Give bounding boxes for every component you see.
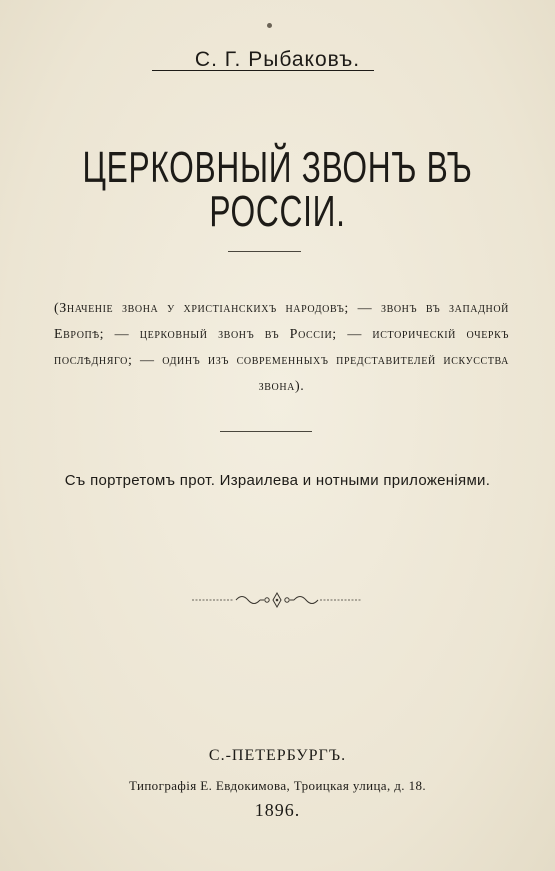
divider-top (228, 251, 301, 252)
book-subtitle: (Значеніе звона у христіанскихъ народовъ; — звонъ въ западной Европѣ; — церковный звонъ въ Россіи; — историческій очеркъ послѣдняго; — одинъ изъ современныхъ представителей искусства звона). (54, 301, 509, 394)
divider-middle (220, 431, 312, 432)
author-name: С. Г. Рыбаковъ. (194, 48, 361, 71)
ink-dot (267, 23, 272, 28)
author-underline (152, 70, 374, 71)
publication-city: С.-ПЕТЕРБУРГЪ. (208, 747, 347, 764)
portrait-note: Съ портретомъ прот. Израилева и нотными приложеніями. (64, 472, 491, 489)
floral-ornament-icon (192, 590, 362, 610)
book-title: ЦЕРКОВНЫЙ ЗВОНЪ ВЪ РОССІИ. (82, 143, 473, 236)
printing-house: Типографія Е. Евдокимова, Троицкая улица, д. 18. (128, 778, 427, 793)
publication-year: 1896. (254, 800, 301, 820)
